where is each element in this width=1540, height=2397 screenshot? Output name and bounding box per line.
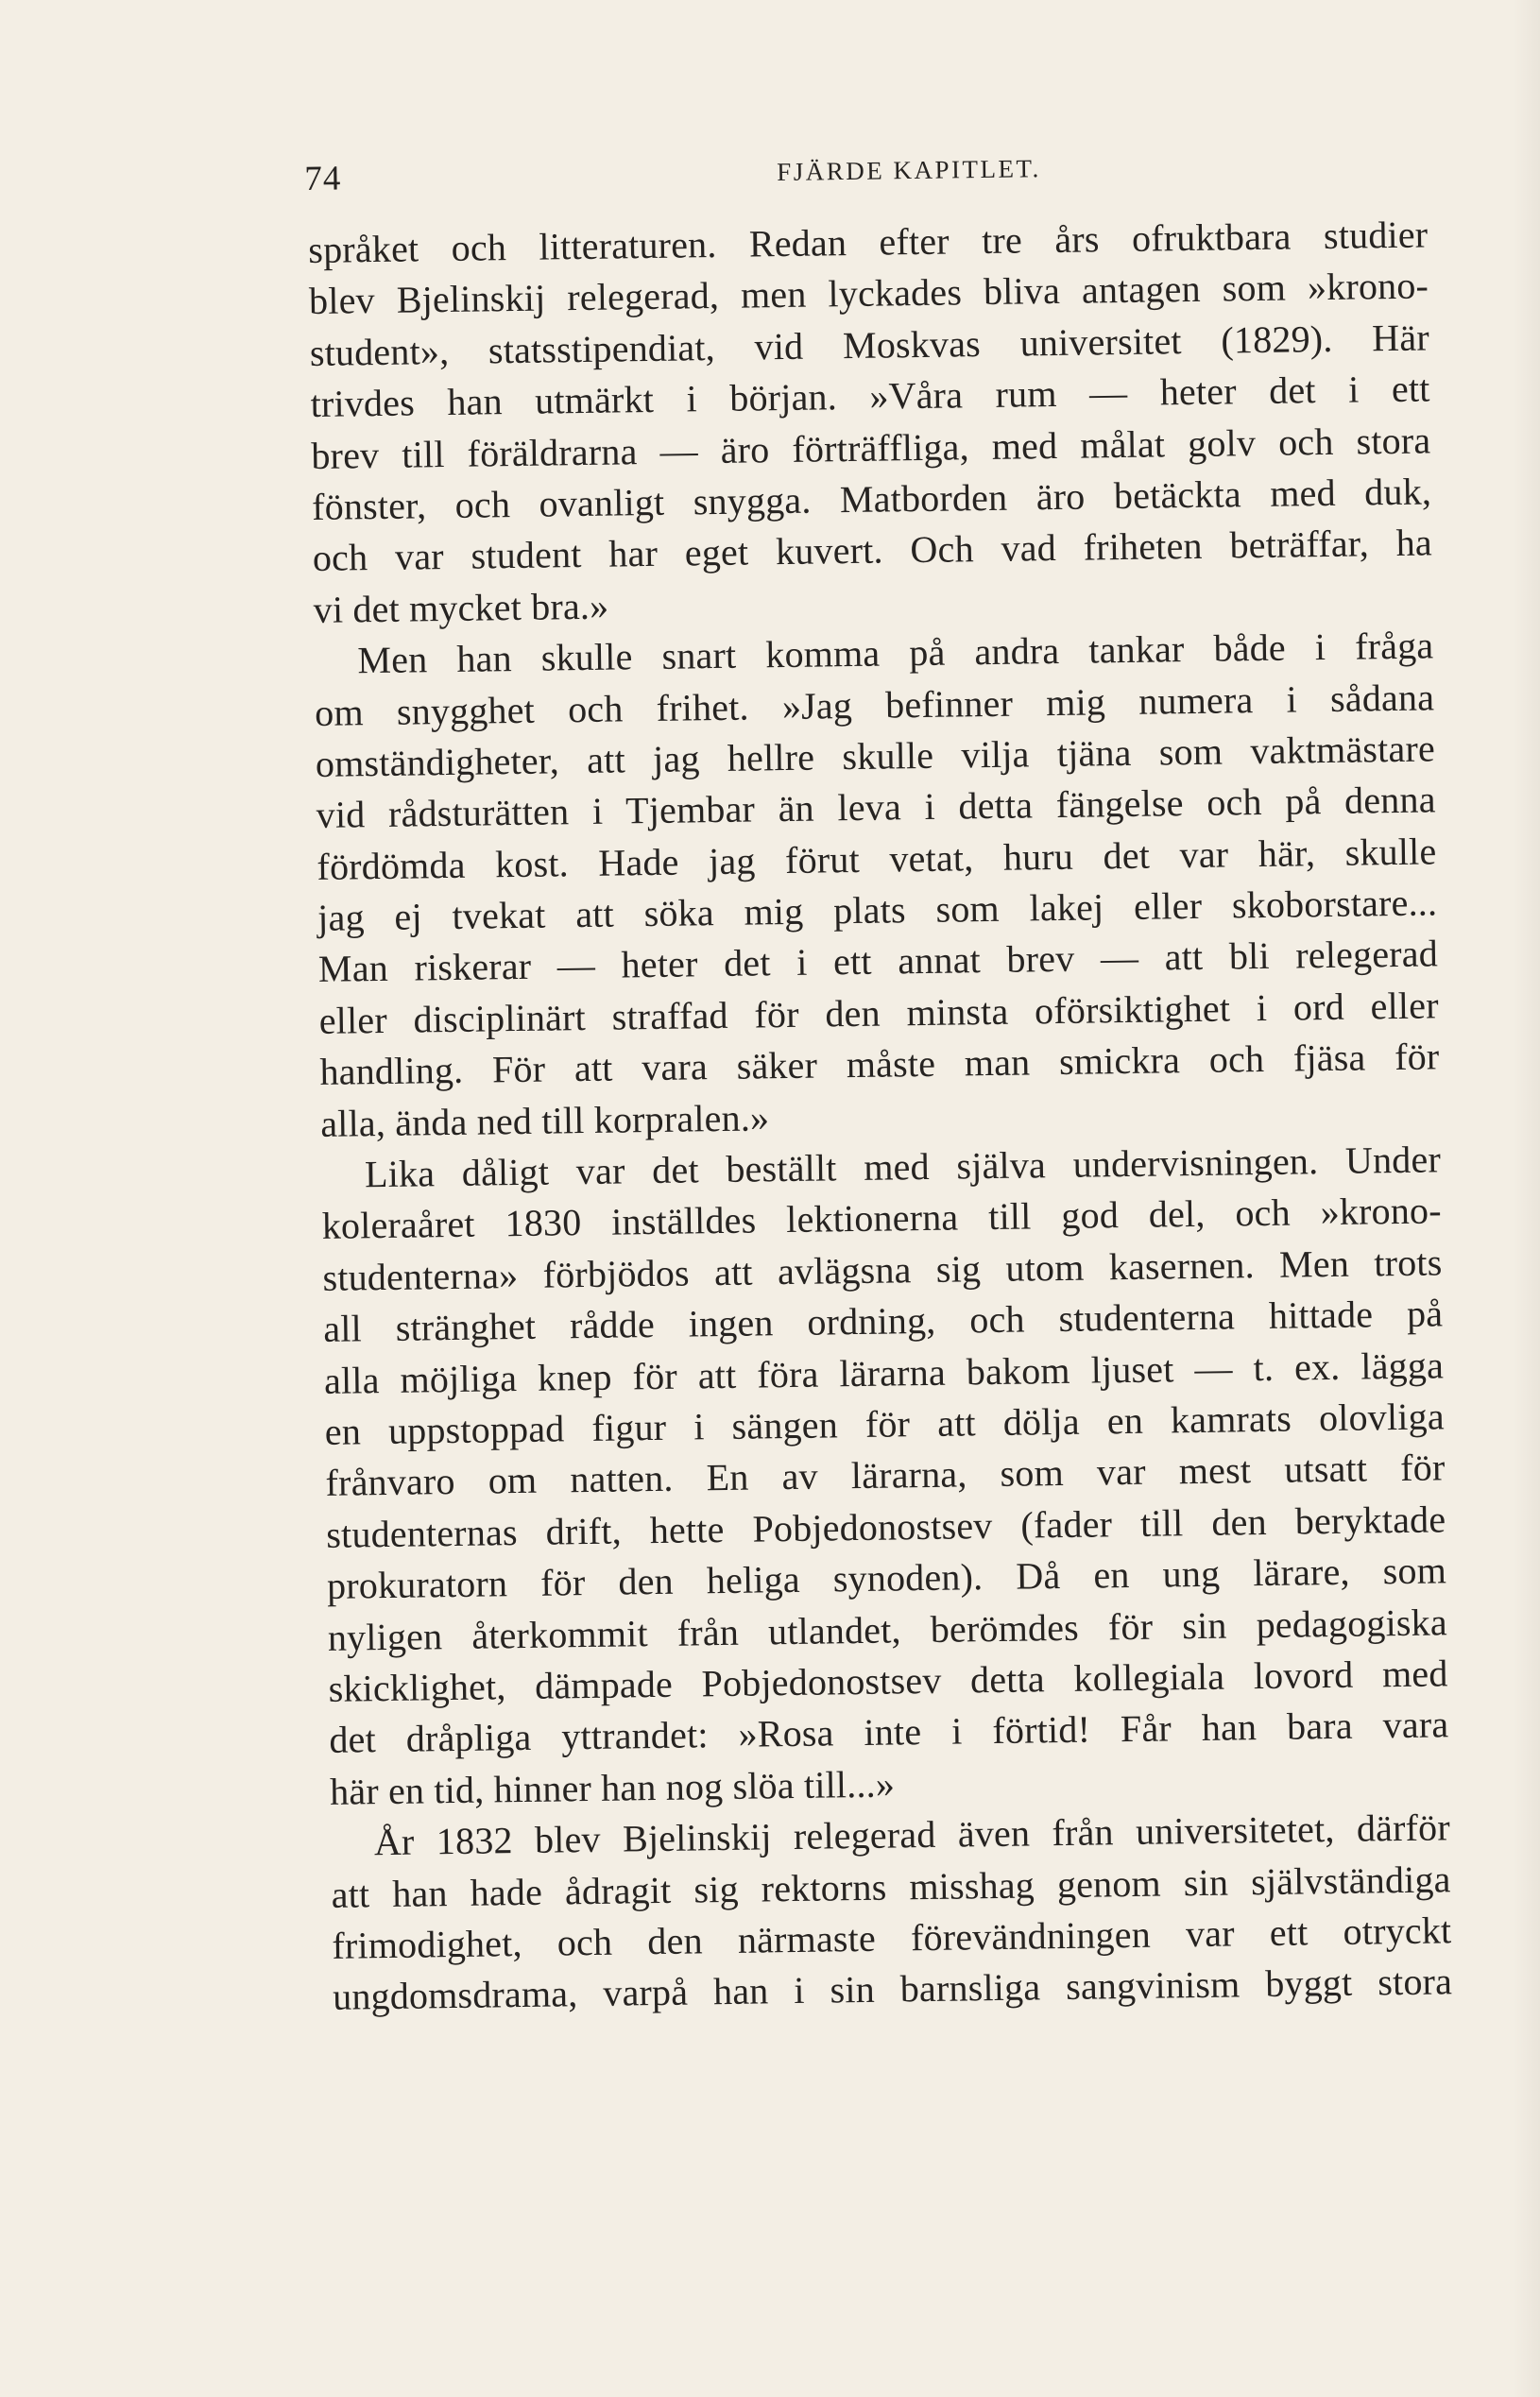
page-header xyxy=(304,143,1439,206)
text-line: blev Bjelinskij relegerad, men lyckades bliva antagen som »krono- xyxy=(308,264,1429,323)
text-line: om snygghet och frihet. »Jag befinner mig numera i sådana xyxy=(314,675,1435,734)
text-line: fördömda kost. Hade jag förut vetat, huru det var här, skulle xyxy=(317,830,1437,888)
body-text xyxy=(308,209,1452,2023)
text-line: År 1832 blev Bjelinskij relegerad även från universitetet, därför xyxy=(373,1806,1451,1864)
text-line: vi det mycket bra.» xyxy=(313,584,609,631)
text-line: alla möjliga knep för att föra lärarna bakom ljuset — t. ex. lägga xyxy=(323,1343,1445,1402)
text-line: prokuratorn för den heliga synoden). Då en ung lärare, som xyxy=(326,1549,1447,1608)
running-head: FJÄRDE KAPITLET. xyxy=(777,154,1041,187)
text-line: studenternas drift, hette Pobjedonostsev (fader till den beryktade xyxy=(326,1498,1446,1556)
text-line: all stränghet rådde ingen ordning, och studenterna hittade på xyxy=(323,1292,1444,1351)
page-number: 74 xyxy=(304,159,342,198)
text-line: fönster, och ovanligt snygga. Matborden äro betäckta med duk, xyxy=(311,470,1432,528)
text-line: frimodighet, och den närmaste förevändningen var ett otryckt xyxy=(332,1909,1452,1967)
text-line: eller disciplinärt straffad för den minsta oförsiktighet i ord eller xyxy=(318,984,1439,1042)
text-line: här en tid, hinner han nog slöa till...» xyxy=(329,1762,896,1813)
text-line: Man riskerar — heter det i ett annat brev — att bli relegerad xyxy=(317,932,1439,991)
text-line: språket och litteraturen. Redan efter tre års ofruktbara studier xyxy=(308,213,1429,271)
text-line: omständigheter, att jag hellre skulle vilja tjäna som vaktmästare xyxy=(315,727,1436,785)
text-line: nyligen återkommit från utlandet, berömdes för sin pedagogiska xyxy=(327,1600,1448,1659)
text-line: skicklighet, dämpade Pobjedonostsev detta kollegiala lovord med xyxy=(328,1652,1448,1710)
text-line: Lika dåligt var det beställt med själva undervisningen. Under xyxy=(364,1138,1442,1196)
text-line: Men han skulle snart komma på andra tankar både i fråga xyxy=(357,624,1434,682)
text-line: ungdomsdrama, varpå han i sin barnsliga sangvinism byggt stora xyxy=(332,1960,1453,2019)
text-line: en uppstoppad figur i sängen för att dölja en kamrats olovliga xyxy=(324,1395,1446,1453)
text-line: att han hade ådragit sig rektorns misshag genom sin självständiga xyxy=(331,1857,1451,1916)
text-line: handling. För att vara säker måste man smickra och fjäsa för xyxy=(319,1035,1440,1094)
text-line: alla, ända ned till korpralen.» xyxy=(319,1095,770,1145)
text-line: frånvaro om natten. En av lärarna, som var mest utsatt för xyxy=(325,1446,1446,1505)
text-line: och var student har eget kuvert. Och vad friheten beträffar, ha xyxy=(312,521,1433,580)
text-line: studenterna» förbjödos att avlägsna sig utom kasernen. Men trots xyxy=(322,1241,1443,1299)
text-line: koleraåret 1830 inställdes lektionerna till god del, och »krono- xyxy=(321,1189,1442,1248)
text-line: det dråpliga yttrandet: »Rosa inte i förtid! Får han bara vara xyxy=(329,1703,1449,1762)
text-line: brev till föräldrarna — äro förträffliga, med målat golv och stora xyxy=(311,418,1431,477)
text-line: student», statsstipendiat, vid Moskvas universitet (1829). Här xyxy=(309,316,1430,374)
text-line: trivdes han utmärkt i början. »Våra rum — heter det i ett xyxy=(310,367,1430,426)
text-line: vid rådsturätten i Tjembar än leva i detta fängelse och på denna xyxy=(316,778,1436,837)
text-line: jag ej tvekat att söka mig plats som lakej eller skoborstare... xyxy=(317,881,1438,940)
page-edge-shadow xyxy=(1514,0,1540,2397)
